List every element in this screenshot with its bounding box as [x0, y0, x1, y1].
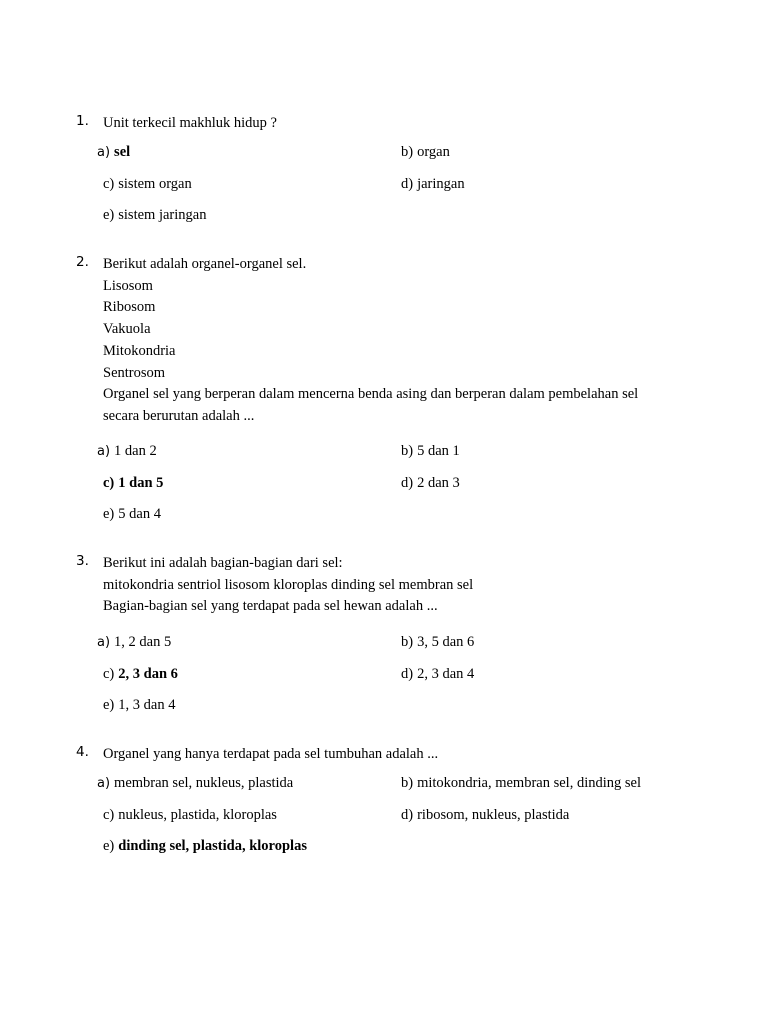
option-letter: d): [401, 176, 414, 192]
option-d[interactable]: [401, 807, 569, 824]
stem-line: Unit terkecil makhluk hidup ?: [103, 115, 277, 131]
option-text: sistem jaringan: [118, 207, 207, 223]
option-letter: a): [97, 635, 111, 650]
stem-line: Sentrosom: [103, 364, 166, 381]
option-letter: e): [103, 697, 115, 713]
option-text: membran sel, nukleus, plastida: [114, 775, 294, 791]
stem-line: Berikut adalah organel-organel sel.: [103, 256, 307, 272]
stem-line: secara berurutan adalah ...: [103, 407, 255, 424]
option-c[interactable]: [103, 666, 178, 683]
option-a[interactable]: [97, 775, 293, 792]
option-text: 1 dan 5: [118, 475, 164, 491]
option-letter: c): [103, 666, 115, 682]
option-e[interactable]: [103, 838, 307, 855]
option-text: 5 dan 1: [417, 443, 460, 459]
option-text: sel: [114, 144, 131, 160]
option-letter: e): [103, 838, 115, 854]
option-letter: c): [103, 475, 115, 491]
option-d[interactable]: [401, 475, 460, 492]
option-a[interactable]: [97, 634, 171, 651]
question-stem: [103, 553, 683, 618]
option-b[interactable]: [401, 144, 450, 161]
option-letter: b): [401, 144, 414, 160]
option-text: jaringan: [417, 176, 465, 192]
stem-line: Ribosom: [103, 299, 156, 316]
question-number: 3.: [76, 553, 89, 569]
option-a[interactable]: [97, 443, 157, 460]
question-number: 2.: [76, 254, 89, 270]
option-text: 2, 3 dan 4: [417, 666, 475, 682]
option-letter: b): [401, 634, 414, 650]
option-b[interactable]: [401, 775, 641, 792]
option-c[interactable]: [103, 475, 163, 492]
stem-line: Lisosom: [103, 277, 153, 294]
stem-line: Berikut ini adalah bagian-bagian dari sel:: [103, 555, 343, 571]
option-letter: d): [401, 807, 414, 823]
stem-line: Mitokondria: [103, 342, 176, 359]
option-text: sistem organ: [118, 176, 192, 192]
option-letter: b): [401, 775, 414, 791]
option-a[interactable]: [97, 144, 130, 161]
option-text: organ: [417, 144, 450, 160]
option-text: 2 dan 3: [417, 475, 460, 491]
option-letter: e): [103, 506, 115, 522]
option-c[interactable]: [103, 176, 192, 193]
option-text: ribosom, nukleus, plastida: [417, 807, 570, 823]
option-text: 2, 3 dan 6: [118, 666, 178, 682]
stem-line: Organel sel yang berperan dalam mencerna benda asing dan berperan dalam pembelahan sel: [103, 386, 639, 403]
option-b[interactable]: [401, 634, 474, 651]
option-letter: d): [401, 666, 414, 682]
option-text: dinding sel, plastida, kloroplas: [118, 838, 307, 854]
option-text: 1, 3 dan 4: [118, 697, 176, 713]
stem-line: Organel yang hanya terdapat pada sel tumbuhan adalah ...: [103, 746, 439, 762]
option-text: 1, 2 dan 5: [114, 634, 172, 650]
option-text: 1 dan 2: [114, 443, 157, 459]
option-letter: a): [97, 145, 111, 160]
option-e[interactable]: [103, 207, 206, 224]
stem-line: Bagian-bagian sel yang terdapat pada sel hewan adalah ...: [103, 598, 438, 615]
option-d[interactable]: [401, 666, 474, 683]
option-letter: d): [401, 475, 414, 491]
option-text: 3, 5 dan 6: [417, 634, 475, 650]
option-text: mitokondria, membran sel, dinding sel: [417, 775, 642, 791]
stem-line: Vakuola: [103, 321, 151, 338]
option-text: 5 dan 4: [118, 506, 161, 522]
option-letter: a): [97, 776, 111, 791]
option-letter: c): [103, 176, 115, 192]
option-letter: c): [103, 807, 115, 823]
option-b[interactable]: [401, 443, 460, 460]
option-e[interactable]: [103, 506, 161, 523]
option-text: nukleus, plastida, kloroplas: [118, 807, 277, 823]
option-letter: b): [401, 443, 414, 459]
question-stem: [103, 254, 683, 428]
question-number: 1.: [76, 113, 89, 129]
option-letter: e): [103, 207, 115, 223]
question-stem: [103, 113, 683, 135]
question-stem: [103, 744, 683, 766]
option-c[interactable]: [103, 807, 277, 824]
option-d[interactable]: [401, 176, 465, 193]
stem-line: mitokondria sentriol lisosom kloroplas dinding sel membran sel: [103, 576, 474, 593]
option-letter: a): [97, 444, 111, 459]
question-number: 4.: [76, 744, 89, 760]
option-e[interactable]: [103, 697, 175, 714]
